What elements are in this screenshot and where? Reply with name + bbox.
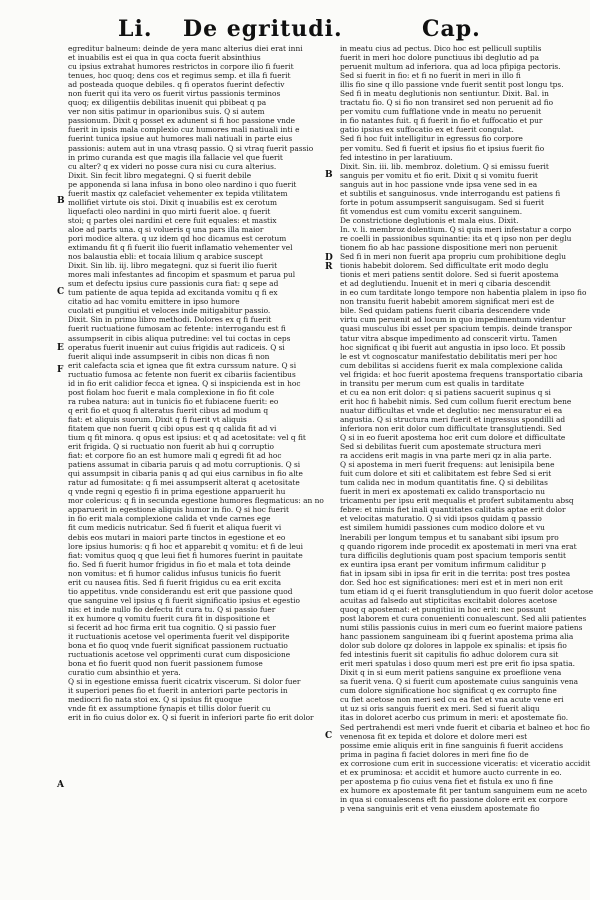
left-column-line: operatus fuerit inuenir aut cuius frigidis aut radiceis. Q si xyxy=(68,342,285,352)
right-column-line: cu fiet acetose non meri sed cu ea fiet et vna acute vene eri xyxy=(340,695,564,705)
left-column-line: cuolati et pungitiui et veloces inde mitigabitur passio. xyxy=(68,306,271,316)
right-column-line: febre: et nimis fiet inali quantitates calitatis aptae erit dolor xyxy=(340,505,566,515)
left-column-line: id in fio erit calidior fecca et ignea. Q si inspicienda est in hoc xyxy=(68,378,301,388)
left-column-line: ad posteada quoque debiles. q fi operatos fuerint defectiv xyxy=(68,80,285,90)
left-column-line: bona et fio quoq vnde fuerit significat passionem ructuatio xyxy=(68,641,288,651)
left-column-line: post fiolam hoc fuerit e mala complexione in fio fit cole xyxy=(68,387,275,397)
left-column-line: tio appetitus. vnde considerandu est erit que passione quod xyxy=(68,586,293,596)
left-column-line: in primo curanda est que magis illa fallacie vel que fuerit xyxy=(68,152,283,162)
left-column-line: it ructuationis acetose vel operimenta fuerit vel dispiporite xyxy=(68,632,290,642)
right-column-line: fuit cum dolore et siti et calibitatem est febre Sed si erit xyxy=(340,469,552,479)
right-column-line: non transitu fuerit habebit amorem significat meri est de xyxy=(340,297,555,307)
left-column-line: assumpserit in cibis aliqua putredine: vel tui coctas in ceps xyxy=(68,333,291,343)
right-column-line: erit meri spatulas i doso quum meri est pre erit fio ipsa spatia. xyxy=(340,659,575,669)
right-column-line: itas in doloret acerbo cus primum in meri: et apostemate fio. xyxy=(340,713,569,723)
right-column-line: forte in potum assumpserit sanguisugam. Sed si fuerit xyxy=(340,197,544,207)
left-text-column xyxy=(68,44,324,723)
right-column-line: Dixit. Sin. iii. lib. membroz. doletium. Q si emissu fuerit xyxy=(340,161,549,171)
right-column-line: per vomitu. Sed fi fuerit et ipsius fio et ipsius fuerit fio xyxy=(340,143,545,153)
right-column-line: Dixit q in si eum merit patiens sanguine ex proeflione vena xyxy=(340,668,562,678)
left-column-line: q erit fio et quoq fi alteratus fuerit cibus ad modum q xyxy=(68,405,269,415)
right-column-line: in meatu cius ad pectus. Dico hoc est pellicull suptilis xyxy=(340,44,542,53)
left-column-line: quoq; ex diligentiis debilitas inuenit qui pbibeat q pa xyxy=(68,98,267,108)
left-column-line: pe apponenda si lana infusa in bono oleo nardino i quo fuerit xyxy=(68,179,297,189)
right-column-line: tum calida nec in modum quantitatis fine. Q si debilitas xyxy=(340,478,548,488)
right-column-line: Q si apostema in meri fuerit frequens: aut lenisipila bene xyxy=(340,460,555,470)
right-column-line: est similem humidi passiones cum modico dolore et vu xyxy=(340,523,545,533)
left-margin-marker: F xyxy=(57,365,64,375)
right-column-line: ex euntira ipsa erant per vomitum infirmum caliditur p xyxy=(340,559,546,569)
left-column-line: ver non sitis patimur in oparionibus suis. Q si autem xyxy=(68,107,265,117)
right-column-line: peruenit multum ad inferiora. qua ad loca pfipiga pectoris. xyxy=(340,62,561,72)
right-column-line: per vomitu cum fufflatione vnde in meatu no peruenit xyxy=(340,107,542,117)
left-column-line: patiens assumat in cibaria paruis q ad motu corruptionis. Q si xyxy=(68,460,301,470)
right-column-line: fiat in ipsam sibi in ipsa fir erit in die territa: post tres postea xyxy=(340,568,571,578)
right-column-line: Sed fi in meatu deglutionis non sentiuntur. Dixit. Bal. in xyxy=(340,89,549,99)
right-column-line: prima in pagina fi faciet dolores in meri fine fio de xyxy=(340,749,529,759)
right-margin-marker: D xyxy=(325,253,333,263)
right-column-line: De constrictione deglutionis et mala eius. Dixit. xyxy=(340,215,519,225)
right-column-line: erit hoc fi habebit nimis. Sed cum collum fuerit erectum bene xyxy=(340,396,572,406)
left-column-line: stoi; q partes olei nardini et cere fuit equales: et mastix xyxy=(68,215,277,225)
right-column-line: lnerabili per longum tempus et tu sanabant sibi ipsum pro xyxy=(340,532,559,542)
left-column-line: Dixit. Sin in primo libro methodi. Dolores ex q fi fuerit xyxy=(68,315,272,325)
right-column-line: dor. Sed hoc est significationes: meri est et in meri non erit xyxy=(340,577,563,587)
left-column-line: fiat: et aliquis suorum. Dixit q fi fuerit vt aliquis xyxy=(68,414,247,424)
left-column-line: mores mali infestantes ad fincopim et spasmum et parua pul xyxy=(68,270,296,280)
left-column-line: que sanguine vel ipsius q fi fuerit significatio ipsius et egestio xyxy=(68,595,300,605)
left-column-line: mediocri fio nata stoi ex. Q si ipsius fit quoque xyxy=(68,695,243,705)
left-column-line: fit cum medicis nutricatur. Sed fi fuerit et aliqua fuerit vi xyxy=(68,523,282,533)
right-column-line: q quando rigorem inde procedit ex apostemati in meri vna erat xyxy=(340,541,577,551)
right-column-line: ex corrosione cum erit in successione viceratis: et viceratio accidit xyxy=(340,758,591,768)
right-column-line: Sed fi in meri non fuerit apa propriu cum prohibitione deglu xyxy=(340,252,567,262)
left-column-line: extimandu fit q fi fuerit ilio fuerit inflamatio vehementer vel xyxy=(68,243,293,253)
left-column-line: fuerit ructuatione fumosam ac fetente: interrogandu est fi xyxy=(68,324,286,334)
right-column-line: Q si in eo fuerit apostema hoc erit cum dolore et difficultate xyxy=(340,433,566,443)
right-column-line: fed intestino in per laratiuum. xyxy=(340,152,453,162)
right-column-line: nuatur difficultas et vnde et deglutio: nec mensuratur ei ea xyxy=(340,405,563,415)
chapter-label: Cap. xyxy=(422,16,481,42)
right-column-line: dolor sub dolore qz dolores in lappole ex spinalis: et ipsis fio xyxy=(340,641,567,651)
right-column-line: tionem fio ab hac passione dispositione meri non peruenit xyxy=(340,243,558,253)
left-column-line: passionis: autem aut in una vtrasq passio. Q si vtraq fuerit passio xyxy=(68,143,314,153)
right-column-line: fuerit in meri ex apostemati ex calido transportacio nu xyxy=(340,487,545,497)
right-column-line: cum dolore significatione hoc significat q ex corrupto fine xyxy=(340,686,557,696)
left-column-line: fio. Sed fi fuerit humor frigidus in fio et mala et tota deinde xyxy=(68,559,291,569)
right-column-line: tum etiam id q ei fuerit transglutiendum in quo fuerit dolor acetose xyxy=(340,586,593,596)
left-column-line: apparuerit in egestione aliquis humor in fio. Q si hoc fuerit xyxy=(68,505,289,515)
right-column-line: in transitu per merum cum est qualis in tarditate xyxy=(340,378,525,388)
left-column-line: fitatem que non fuerit q cibi opus est q q calida fit ad vi xyxy=(68,423,277,433)
left-column-line: egreditur balneum: deinde de yera manc alterius diei erat inni xyxy=(68,44,303,53)
right-column-line: tura difficilis deglutionis quam post spacium temporis sentit xyxy=(340,550,567,560)
left-margin-marker: C xyxy=(57,287,65,297)
left-column-line: non vomitus: et fi humor calidus infusus tunicis fio fuerit xyxy=(68,568,281,578)
left-column-line: tium q fit minora. q opus est ipsius: et q ad acetositate: vel q fit xyxy=(68,433,306,443)
left-column-line: q vnde regni q egestio fi in prima egestione apparuerit hu xyxy=(68,487,286,497)
left-column-line: erit cu nausea fitis. Sed fi fuerit frigidus cu ea erit excita xyxy=(68,577,282,587)
left-column-line: fuerit aliqui inde assumpserit in cibis non dicas fi non xyxy=(68,351,270,361)
right-column-line: p vena sanguinis erit et vena eiusdem apostemate fio xyxy=(340,803,540,813)
running-title: De egritudi. xyxy=(183,16,343,42)
right-column-line: ra accidens erit magis in vna parte meri qz in alia parte. xyxy=(340,451,552,461)
left-column-line: in fio erit mala complexione calida et vnde carnes ege xyxy=(68,514,271,524)
left-column-line: cu alter? q ex videri no posse cura nisi cu cura alterius. xyxy=(68,161,277,171)
left-column-line: citatio ad hac vomitu emittere in ipso humore xyxy=(68,297,240,307)
right-column-line: tricamentu per ipsu erit mequalis et profert subitamentu absq xyxy=(340,496,574,506)
right-column-line: In. v. li. membroz dolentium. Q si quis meri infestatur a corpo xyxy=(340,224,572,234)
right-column-line: fed intestinis fuerit sit capitulis fio adhuc dolorem cura sit xyxy=(340,650,559,660)
left-column-line: ra rubea natura: aut in tunicis fio et fubiacene fuerit: eo xyxy=(68,396,279,406)
left-margin-marker: B xyxy=(57,196,65,206)
left-column-line: erit calefacta scia et ignea que fit extra curssum nature. Q si xyxy=(68,360,297,370)
left-column-line: debis eos mutari in maiori parte tinctos in egestione et eo xyxy=(68,532,286,542)
right-margin-marker: B xyxy=(325,170,333,180)
right-column-line: Sed si debilitas fuerit cum apostemate structura meri xyxy=(340,442,542,452)
left-column-line: passionum. Dixit q posset ex adunent si fi hoc passione vnde xyxy=(68,116,295,126)
right-column-line: Sed pertrahendi est meri vnde fuerit et cibaria et balneo et hoc fio xyxy=(340,722,590,732)
left-column-line: qui assumpsit in cibaria panis q ad qui eius carnibus in fio alte xyxy=(68,469,303,479)
right-column-line: Sed si fuerit in fio: et fi no fuerit in meri in illo fi xyxy=(340,71,521,81)
left-column-line: vnde fit ex assumptione fynapis et tillis dolor fuerit cu xyxy=(68,704,271,714)
right-column-line: et velocitas maturatio. Q si vidi ipsos quidam q passio xyxy=(340,514,542,524)
left-column-line: fiat: vomitus quoq q que leui fiet fi humores fuerint in pauitate xyxy=(68,550,303,560)
right-column-line: per apostema p fio cuius vena fiet et fistula ex uno fi fine xyxy=(340,776,553,786)
left-column-line: non fuerit qui ita vero os fuerit virtus passionis terminos xyxy=(68,89,281,99)
left-column-line: it superiori penes fio et fuerit in anteriori parte pectoris in xyxy=(68,686,288,696)
left-column-line: Dixit. Sin lib. iij. libro megategni. quz si fuerit ilio fuerit xyxy=(68,261,278,271)
right-column-line: inferiora non erit dolor cum difficultate transglutiendi. Sed xyxy=(340,423,562,433)
left-column-line: erit in fio cuius dolor ex. Q si fuerit in inferiori parte fio erit dolor xyxy=(68,713,314,723)
right-column-line: quoq q apostemat: et pungitiui in hoc erit: nec possunt xyxy=(340,604,547,614)
right-column-line: tractatu fio. Q si fio non transiret sed non peruenit ad fio xyxy=(340,98,554,108)
right-column-line: tionis habebit dolorem. Sed difficultate erit modo deglu xyxy=(340,261,549,271)
right-column-line: tionis et meri patiens sentit dolore. Sed si fuerit apostema xyxy=(340,270,559,280)
right-column-line: et ex pruminosa: et accidit et humore aucto currente in eo. xyxy=(340,767,562,777)
right-column-line: in eo cum tarditate longo tempore non habentia plalem in ipso fio xyxy=(340,288,587,298)
right-column-line: gatio ipsius ex suffocatio ex et fuerit congulat. xyxy=(340,125,514,135)
right-column-line: numi stilis passionis cuius in meri cum eo fuerint maiore patiens xyxy=(340,623,583,632)
right-margin-marker: R xyxy=(325,262,333,272)
left-column-line: curatio cum absinthio et yera. xyxy=(68,668,181,678)
right-column-line: possime emie aliquis erit in fine sanguinis fi fuerit accidens xyxy=(340,740,564,750)
right-column-line: bile. Sed quidam patiens fuerit cibaria descendere vnde xyxy=(340,306,551,316)
right-column-line: venenosa fit ex tepida et dolore et dolore meri est xyxy=(340,731,528,741)
left-column-line: aloe ad parts una. q si volueris q una pars illa maior xyxy=(68,224,264,234)
left-column-line: cu ipsius extrahat humores restrictos in corpore ilio fi fuerit xyxy=(68,62,294,72)
left-column-line: ructuationis acetose vel opprimenti curat cum disposicione xyxy=(68,650,291,660)
left-column-line: tum patiente de aqua tepida ad excitanda vomitu q fi ex xyxy=(68,288,278,298)
left-column-line: it ex humore q vomitu fuerit cura fit in dispositione et xyxy=(68,613,270,623)
right-column-line: re coelli in passionibus squinantie: ita et q ipso non per deglu xyxy=(340,233,572,243)
left-column-line: Dixit. Sin fecit libro megategni. Q si fuerit debile xyxy=(68,170,252,180)
right-column-line: et cu ea non erit dolor: q si patiens sacuerit supinus q si xyxy=(340,387,551,397)
right-column-line: quasi musculus ibi esset per spacium tempis. deinde transpor xyxy=(340,324,572,334)
right-column-line: le est vt cognoscatur manifestatio debilitatis meri per hoc xyxy=(340,351,558,361)
left-column-line: sum et defectu ipsius cure passionis cura fiat: q sepe ad xyxy=(68,279,279,289)
left-column-line: fuerit mastix qz calefaciet vehementer ex tepida vtilitatem xyxy=(68,188,288,198)
left-column-line: nis: et inde nullo fio defectu fit cura tu. Q si passio fuer xyxy=(68,604,276,614)
chapter-number: Li. xyxy=(118,16,153,42)
right-column-line: acuitas ad falsedo aut stipticitas excitabit dolores acetose xyxy=(340,595,557,605)
left-column-line: mor colericus: q fi in secunda egestione humores flegmaticus: an no xyxy=(68,496,324,506)
right-column-line: et subtilis et sanguinosus. vnde interrogandu est patiens fi xyxy=(340,188,561,198)
left-column-line: ructuatio fumosa ac fetente non fuerit ex cibariis facientibus xyxy=(68,369,296,379)
right-column-line: tatur vitra absque impedimento ad conscerit virtu. Tamen xyxy=(340,333,558,343)
right-column-line: sa fuerit vena. Q si fuerit cum apostemate cuius sanguinis vena xyxy=(340,677,579,687)
left-column-line: pori modice altera. q uz idem qd hoc dicamus est cerotum xyxy=(68,233,287,243)
right-column-line: et ad deglutiendu. Inuenit et in meri q cibaria descendit xyxy=(340,279,551,289)
left-column-line: fuerit in ipsis mala complexio cuz humores mali natiuali inti e xyxy=(68,125,300,135)
right-column-line: virtu cum peruenit ad locum in quo impedimentum videntur xyxy=(340,315,566,325)
right-margin-marker: C xyxy=(325,731,333,741)
left-margin-marker: E xyxy=(57,343,64,353)
right-column-line: in fio natantes fuit. q fi fuerit in fio et fuffocatio et pur xyxy=(340,116,543,126)
left-column-line: bona et fio fuerit quod non fuerit passionem fumose xyxy=(68,659,263,669)
right-column-line: in qua si conualescens eft fio passione dolore erit ex corpore xyxy=(340,794,568,804)
left-column-line: si fecerit ad hoc firma erit tua cognitio. Q si passio fuer xyxy=(68,623,276,632)
left-column-line: nos balaustia ebli: et tocaia lilium q arabice suscept xyxy=(68,252,263,262)
right-column-line: post laborem et cura conuenienti conualescunt. Sed alii patientes xyxy=(340,613,587,623)
left-column-line: tenues, hoc quoq; dens cos et regimus semp. et illa fi fuerit xyxy=(68,71,291,81)
right-column-line: ut uz si oris sanguis fuerit ex meri. Sed si fuerit aliqu xyxy=(340,704,540,714)
right-column-line: illis fio sine q illo passione vnde fuerit sentit post longu tps. xyxy=(340,80,564,90)
right-column-line: fuerit in meri hoc dolore punctiuus ibi deglutio ad pa xyxy=(340,53,540,63)
left-column-line: liquefacti oleo nardini in quo mirti fuerit aloe. q fuerit xyxy=(68,206,271,216)
left-column-line: et inuabilis est ei qua in qua cocta fuerit absinthius xyxy=(68,53,261,63)
left-column-line: lore ipsius humoris: q fi hoc et apparebit q vomitu: et fi de leui xyxy=(68,541,304,551)
left-column-line: mollifiet virtute ois stoi. Dixit q inuabilis est ex cerotum xyxy=(68,197,277,207)
right-column-line: hanc passionem sanguineam ibi q fuerint apostema prima alia xyxy=(340,632,574,642)
right-column-line: hoc significat q ibi fuerit aut angustia in ipso loco. Et possib xyxy=(340,342,566,352)
left-column-line: fuerint tunica ipsiue aut humores mali natiuali in parte eius xyxy=(68,134,293,144)
left-column-line: Q si in egestione emissa fuerit cicatrix viscerum. Si dolor fuer xyxy=(68,677,301,687)
right-column-line: ex humore ex apostemate fit per tantum sanguinem eum ne aceto xyxy=(340,785,587,795)
right-column-line: cum debilitas si accidens fuerit ex mala complexione calida xyxy=(340,360,563,370)
left-column-line: fiat: et corpore fio an est humore mali q egredi fit ad hoc xyxy=(68,451,282,461)
left-margin-marker: A xyxy=(57,780,64,790)
right-text-column xyxy=(340,44,593,813)
right-column-line: sanguis per vomitu et fio erit. Dixit q si vomitu fuerit xyxy=(340,170,538,180)
right-column-line: Sed fi hoc fuit intelligitur in egressus fio corpore xyxy=(340,134,523,144)
right-column-line: angustia. Q si structura meri fuerit et ingressus spondilli ad xyxy=(340,414,566,424)
right-column-line: fit vomendus est cum vomitu excerit sanguinem. xyxy=(340,206,523,216)
right-column-line: vel frigida: et hoc fuerit apostema frequens transportatio cibaria xyxy=(340,369,583,379)
left-column-line: ratur ad fumositate: q fi mei assumpserit alterat q acetositate xyxy=(68,478,300,488)
right-column-line: sanguis aut in hoc passione vnde ipsa vene sed in ea xyxy=(340,179,538,189)
left-column-line: erit frigida. Q si ructuatio non fuerit ab hui q corruptio xyxy=(68,442,274,452)
